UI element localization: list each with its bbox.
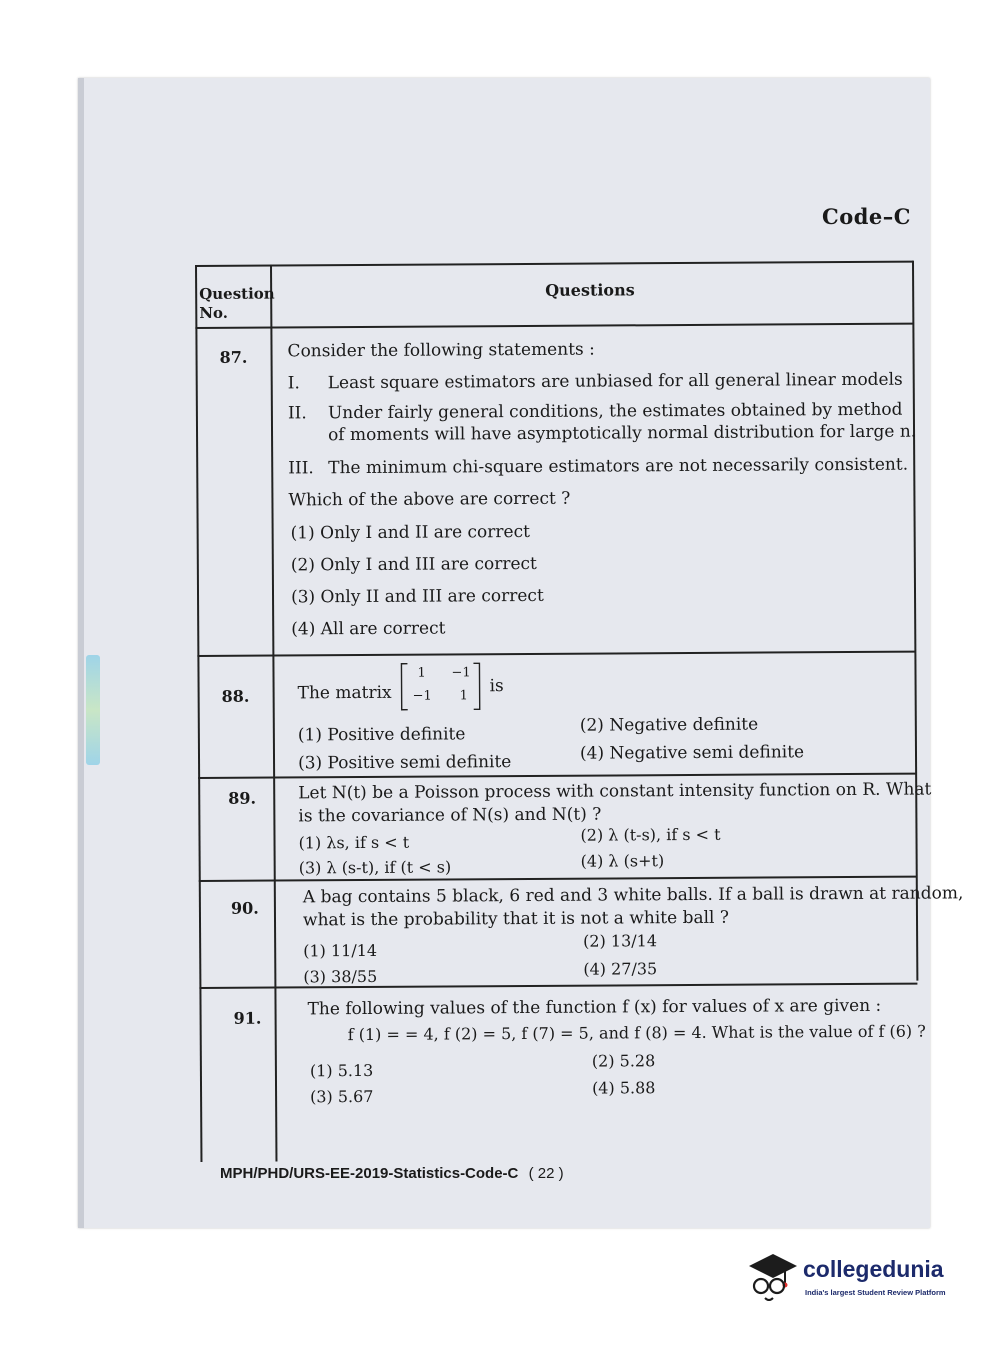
question-stem: The matrix [297, 682, 392, 704]
option: (4) λ (s+t) [580, 851, 665, 871]
option: (3) 38/55 [303, 966, 378, 987]
question-stem: The following values of the function f (x) for values of x are given : [307, 995, 882, 1020]
column-header-questions: Questions [545, 280, 635, 300]
question-stem: Consider the following statements : [287, 339, 595, 362]
column-header-question-no: Question No. [199, 284, 275, 322]
footer-text: MPH/PHD/URS-EE-2019-Statistics-Code-C [220, 1165, 519, 1182]
statement-text: Least square estimators are unbiased for all general linear models [327, 369, 903, 394]
option: (1) λs, if s < t [298, 832, 410, 853]
option: (1) 5.13 [309, 1060, 374, 1081]
matrix-cell: −1 [412, 688, 432, 704]
option: (1) Positive definite [297, 724, 466, 746]
option: (2) λ (t-s), if s < t [580, 824, 721, 845]
option: (3) 5.67 [310, 1086, 374, 1107]
matrix-cell: 1 [417, 665, 426, 681]
statement-text-cont: of moments will have asymptotically normal distribution for large n. [327, 421, 917, 446]
question-number: 88. [221, 686, 250, 706]
question-stem-cont: is the covariance of N(s) and N(t) ? [298, 804, 602, 827]
option: (1) 11/14 [303, 940, 378, 961]
question-stem-cont: what is the probability that it is not a white ball ? [302, 907, 730, 931]
statement-label: II. [287, 403, 307, 424]
option: (3) λ (s-t), if (t < s) [298, 857, 452, 878]
option: (1) Only I and II are correct [290, 521, 530, 544]
row-divider-87 [197, 651, 915, 657]
column-divider [270, 265, 277, 1162]
side-stamp [86, 655, 100, 765]
option: (2) Only I and III are correct [290, 553, 537, 576]
page-number: ( 22 ) [528, 1165, 564, 1182]
brand-name: collegedunia [803, 1256, 944, 1282]
question-stem-cont: f (1) = = 4, f (2) = 5, f (7) = 5, and f (8) = 4. What is the value of f (6) ? [347, 1021, 926, 1045]
statement-label: III. [288, 458, 314, 479]
header-divider [195, 323, 913, 329]
question-stem-end: is [489, 676, 504, 697]
paper-code: Code–C [822, 204, 911, 229]
option: (2) 13/14 [583, 931, 658, 951]
option: (3) Only II and III are correct [290, 585, 544, 608]
brand-tagline: India's largest Student Review Platform [805, 1288, 946, 1297]
matrix-cell: −1 [451, 665, 471, 681]
question-number: 91. [233, 1008, 262, 1028]
statement-text: Under fairly general conditions, the estimates obtained by method [327, 399, 903, 424]
matrix-cell: 1 [459, 688, 468, 704]
option: (4) 5.88 [591, 1078, 656, 1098]
sheet-edge [78, 78, 84, 1228]
option: (4) 27/35 [583, 959, 658, 979]
question-table [195, 261, 964, 1162]
question-prompt: Which of the above are correct ? [288, 488, 571, 511]
option: (4) All are correct [291, 618, 446, 640]
option: (2) Negative definite [579, 714, 759, 736]
page-footer [220, 1165, 564, 1182]
statement-text: The minimum chi-square estimators are not necessarily consistent. [328, 454, 909, 479]
graduate-logo-icon [745, 1250, 801, 1306]
question-number: 87. [219, 347, 248, 367]
statement-label: I. [287, 373, 300, 394]
question-number: 90. [230, 898, 259, 918]
question-stem: A bag contains 5 black, 6 red and 3 white balls. If a ball is drawn at random, [302, 883, 964, 908]
matrix [399, 661, 481, 711]
brand-watermark [745, 1250, 975, 1310]
question-stem: Let N(t) be a Poisson process with constant intensity function on R. What [298, 779, 932, 804]
option: (3) Positive semi definite [297, 752, 512, 774]
option: (2) 5.28 [591, 1051, 656, 1071]
option: (4) Negative semi definite [579, 742, 805, 764]
question-number: 89. [228, 788, 257, 808]
